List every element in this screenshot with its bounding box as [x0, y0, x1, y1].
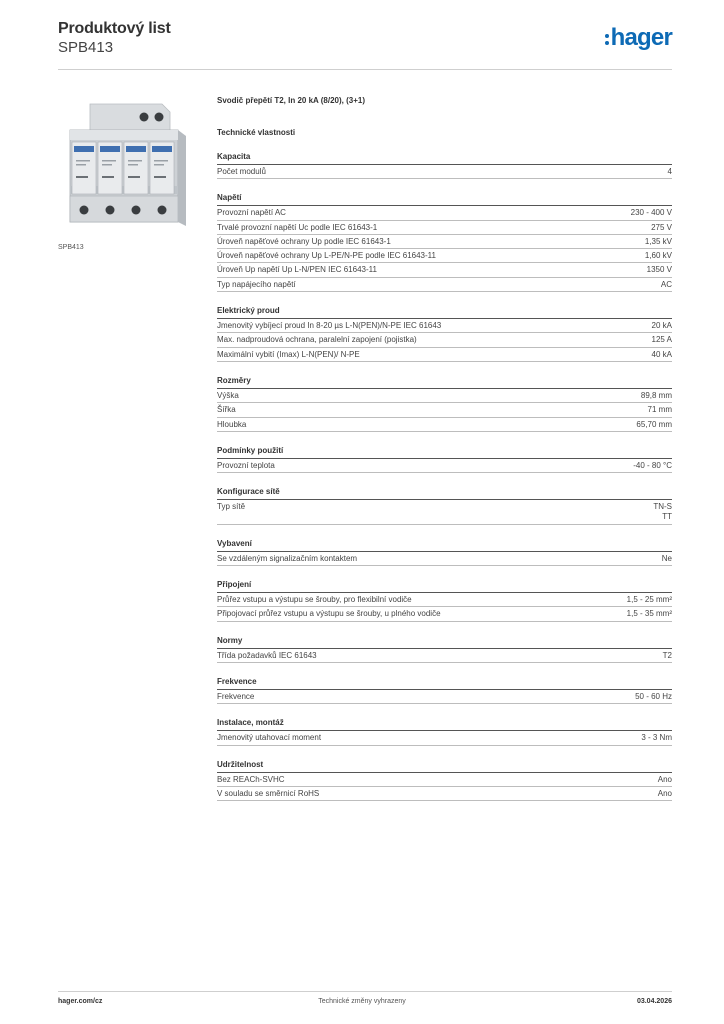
section-title: Rozměry — [217, 376, 672, 389]
spec-value: 1,5 - 25 mm² — [626, 595, 672, 605]
spec-label: Třída požadavků IEC 61643 — [217, 650, 317, 660]
section-title: Instalace, montáž — [217, 718, 672, 731]
spec-section — [217, 306, 672, 362]
spec-value: Ano — [657, 774, 672, 784]
spec-row — [217, 249, 672, 263]
spec-value: 89,8 mm — [640, 390, 672, 400]
spec-label: Šířka — [217, 405, 236, 415]
spec-label: Úroveň napěťové ochrany Up L-PE/N-PE podle IEC 61643-11 — [217, 251, 436, 261]
spec-label: Typ napájecího napětí — [217, 279, 296, 289]
section-title: Udržitelnost — [217, 760, 672, 773]
spec-row — [217, 500, 672, 525]
product-image — [58, 90, 203, 235]
technical-properties-heading: Technické vlastnosti — [217, 128, 296, 137]
spec-section — [217, 580, 672, 622]
spec-row — [217, 348, 672, 362]
spec-row — [217, 319, 672, 333]
spec-label: Se vzdáleným signalizačním kontaktem — [217, 553, 358, 563]
spec-section — [217, 718, 672, 745]
spec-label: Hloubka — [217, 419, 247, 429]
hager-logo — [605, 26, 672, 50]
spec-row — [217, 235, 672, 249]
spec-section — [217, 446, 672, 473]
footer-website[interactable]: hager.com/cz — [58, 998, 103, 1005]
section-title: Připojení — [217, 580, 672, 593]
spec-value: Ne — [661, 553, 672, 563]
image-caption: SPB413 — [58, 244, 84, 251]
spec-value: 71 mm — [647, 405, 672, 415]
footer-date: 03.04.2026 — [636, 998, 672, 1005]
spec-value: 65,70 mm — [636, 419, 672, 429]
spec-value: 4 — [667, 167, 672, 176]
spec-row — [217, 552, 672, 566]
spec-value: 1,35 kV — [644, 236, 672, 246]
spec-section — [217, 539, 672, 566]
spec-value: 20 kA — [651, 321, 672, 331]
section-title: Napětí — [217, 193, 672, 206]
spec-row — [217, 690, 672, 704]
spec-row — [217, 278, 672, 292]
footer-note: Technické změny vyhrazeny — [318, 998, 406, 1005]
spec-row — [217, 221, 672, 235]
spec-label: Připojovací průřez vstupu a výstupu se šrouby, u plného vodiče — [217, 609, 441, 619]
section-title: Kapacita — [217, 152, 672, 165]
section-title: Elektrický proud — [217, 306, 672, 319]
section-title: Vybavení — [217, 539, 672, 552]
spec-row — [217, 263, 672, 277]
section-title: Podmínky použití — [217, 446, 672, 459]
spec-label: Úroveň Up napětí Up L-N/PEN IEC 61643-11 — [217, 265, 377, 275]
spec-section — [217, 152, 672, 179]
footer-divider — [58, 991, 672, 992]
spec-row — [217, 649, 672, 663]
spec-value: 125 A — [651, 335, 672, 345]
spec-row — [217, 418, 672, 432]
document-title: Produktový list — [58, 20, 171, 37]
spec-value: 230 - 400 V — [630, 208, 672, 218]
logo-dots-icon — [605, 34, 609, 45]
spec-section — [217, 193, 672, 292]
spec-section — [217, 376, 672, 432]
spec-row — [217, 731, 672, 745]
spec-label: Provozní teplota — [217, 460, 275, 470]
product-description: Svodič přepětí T2, In 20 kA (8/20), (3+1) — [217, 96, 365, 105]
spec-section — [217, 636, 672, 663]
spec-value: 1,60 kV — [644, 251, 672, 261]
spec-row — [217, 333, 672, 347]
section-title: Konfigurace sítě — [217, 487, 672, 500]
spec-value: 1350 V — [646, 265, 672, 275]
spec-value: TN-S TT — [653, 502, 672, 522]
spec-label: Provozní napětí AC — [217, 208, 286, 218]
spec-value: 3 - 3 Nm — [641, 733, 672, 743]
spec-value: 1,5 - 35 mm² — [626, 609, 672, 619]
spec-value: -40 - 80 °C — [633, 460, 672, 470]
spec-value: 40 kA — [651, 349, 672, 359]
spec-label: Bez REACh-SVHC — [217, 774, 285, 784]
spec-row — [217, 593, 672, 607]
spec-label: Jmenovitý vybíjecí proud In 8-20 µs L-N(PEN)/N-PE IEC 61643 — [217, 321, 442, 331]
logo-text: hager — [610, 24, 672, 51]
spec-label: Max. nadproudová ochrana, paralelní zapojení (pojistka) — [217, 335, 417, 345]
spec-label: Úroveň napěťové ochrany Up podle IEC 61643-1 — [217, 236, 391, 246]
spec-row — [217, 403, 672, 417]
spec-row — [217, 165, 672, 179]
spec-label: Frekvence — [217, 691, 255, 701]
spec-row — [217, 459, 672, 473]
spec-value: 50 - 60 Hz — [635, 691, 672, 701]
spec-value: AC — [660, 279, 672, 289]
spec-row — [217, 206, 672, 220]
header-divider — [58, 69, 672, 70]
spec-label: Průřez vstupu a výstupu se šrouby, pro flexibilní vodiče — [217, 595, 412, 605]
spec-label: Maximální vybití (Imax) L-N(PEN)/ N-PE — [217, 349, 360, 359]
spec-section — [217, 487, 672, 525]
section-title: Frekvence — [217, 677, 672, 690]
spec-label: V souladu se směrnicí RoHS — [217, 788, 320, 798]
specification-sections — [217, 152, 672, 801]
spec-label: Počet modulů — [217, 167, 266, 176]
section-title: Normy — [217, 636, 672, 649]
spec-label: Trvalé provozní napětí Uc podle IEC 61643-1 — [217, 222, 378, 232]
spec-label: Výška — [217, 390, 239, 400]
spec-row — [217, 773, 672, 787]
page-header — [58, 20, 672, 70]
spec-section — [217, 760, 672, 802]
spec-row — [217, 607, 672, 621]
spec-label: Typ sítě — [217, 502, 246, 512]
spec-label: Jmenovitý utahovací moment — [217, 733, 322, 743]
spec-row — [217, 787, 672, 801]
surge-arrester-module-image — [58, 90, 203, 235]
product-code: SPB413 — [58, 39, 114, 56]
spec-section — [217, 677, 672, 704]
spec-value: Ano — [657, 788, 672, 798]
spec-value: 275 V — [651, 222, 672, 232]
specification-content — [217, 96, 672, 801]
spec-value: T2 — [662, 650, 672, 660]
spec-row — [217, 389, 672, 403]
